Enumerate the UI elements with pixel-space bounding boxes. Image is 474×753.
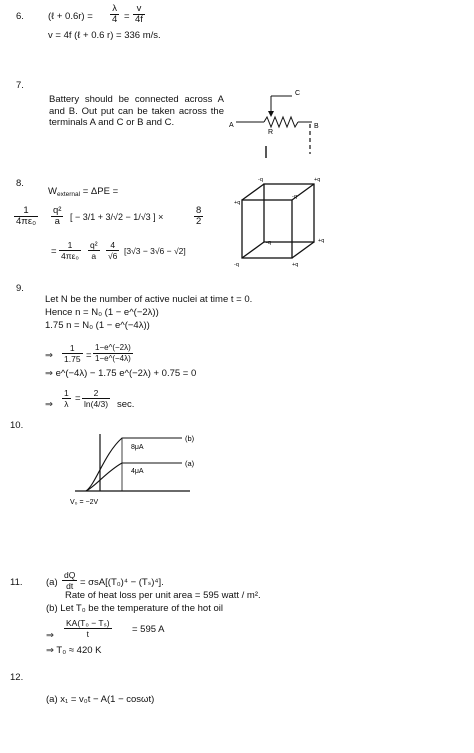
photocurrent-graph xyxy=(60,424,240,520)
q9-line2: Hence n = N₀ (1 − e^(−2λ)) xyxy=(45,307,159,318)
label-R: R xyxy=(268,129,274,136)
q8-l2-f1-den: 4πε₀ xyxy=(16,216,37,227)
q8-w-rest: = ΔPE = xyxy=(82,186,119,197)
cube-charge-diagram xyxy=(230,172,330,270)
q12-a-line: (a) x₁ = v₀t − A(1 − cosωt) xyxy=(46,694,155,705)
q9-l4-frac1 xyxy=(62,343,83,364)
q9-l6-arrow: ⇒ xyxy=(45,399,53,410)
q8-l2-f3-den: 2 xyxy=(196,216,202,227)
q9-l6-f1-num: 1 xyxy=(64,388,69,398)
q8-l2-frac2 xyxy=(51,206,63,227)
q9-l6-unit: sec. xyxy=(117,399,135,410)
q6-frac1-num: λ xyxy=(110,4,119,15)
q6-line2: v = 4f (ℓ + 0.6 r) = 336 m/s. xyxy=(48,30,161,41)
cube-label-2: +q xyxy=(314,177,321,183)
cube-label-1: -q xyxy=(258,177,263,183)
q8-l2-f2-den: a xyxy=(54,216,60,227)
q8-l3-f1-den: 4πε₀ xyxy=(61,251,79,261)
question-number-10: 10. xyxy=(10,420,24,431)
potentiometer-diagram xyxy=(226,84,326,164)
q6-fraction-lambda-4 xyxy=(110,4,119,25)
label-a: (a) xyxy=(185,459,195,468)
q9-l6-frac2 xyxy=(82,388,110,409)
q8-work-line xyxy=(48,186,118,200)
q9-l4-frac2 xyxy=(93,343,133,364)
q9-l6-eq: = xyxy=(75,393,81,404)
q8-l2-f3-num: 8 xyxy=(196,205,202,216)
q9-l6-f2-num: 2 xyxy=(82,388,110,399)
question-number-12: 12. xyxy=(10,672,24,683)
q8-l3-frac3 xyxy=(106,240,119,261)
q8-l2-bracket: [ − 3/1 + 3/√2 − 1/√3 ] × xyxy=(70,212,164,222)
q11-b-arrow: ⇒ xyxy=(46,630,54,641)
q9-line3: 1.75 n = N₀ (1 − e^(−4λ)) xyxy=(45,320,150,331)
q9-l4-f1-num: 1 xyxy=(62,343,83,354)
q9-l6-frac1 xyxy=(62,388,71,409)
cube-label-7: -q xyxy=(234,262,239,268)
q8-l3-frac1 xyxy=(59,240,81,261)
label-8uA: 8μA xyxy=(131,444,144,451)
q9-line5: ⇒ e^(−4λ) − 1.75 e^(−2λ) + 0.75 = 0 xyxy=(45,368,197,379)
q8-l2-frac3 xyxy=(194,206,203,227)
cube-label-6: -q xyxy=(266,240,271,246)
q8-l3-f3-den: √6 xyxy=(108,251,118,261)
question-number-9: 9. xyxy=(16,283,24,294)
q8-l3-f2-den: a xyxy=(91,251,97,261)
cube-label-5: +q xyxy=(318,238,325,244)
cube-label-3: +q xyxy=(234,200,241,206)
q8-w: W xyxy=(48,186,57,197)
q6-line1-left: (ℓ + 0.6r) = xyxy=(48,11,93,22)
question-number-8: 8. xyxy=(16,178,24,189)
q9-l4-f1-den: 1.75 xyxy=(64,354,81,364)
q11-a-f-den: dt xyxy=(66,581,74,591)
q6-frac2-num: v xyxy=(133,4,145,15)
q9-l4-f2-num: 1−e^(−2λ) xyxy=(95,343,131,352)
q9-l6-f1-den: λ xyxy=(64,399,69,409)
label-B: B xyxy=(314,123,319,130)
q11-a-line2: Rate of heat loss per unit area = 595 watt / m². xyxy=(65,590,261,601)
label-b: (b) xyxy=(185,434,195,443)
q6-frac1-den: 4 xyxy=(112,14,118,25)
q8-l2-frac1 xyxy=(14,206,38,227)
q9-l4-f2-den: 1−e^(−4λ) xyxy=(95,354,131,363)
label-4uA: 4μA xyxy=(131,468,144,475)
q6-fraction-v-4f xyxy=(133,4,145,25)
q9-l4-arrow: ⇒ xyxy=(45,350,53,361)
q8-l3-rest: [3√3 − 3√6 − √2] xyxy=(124,246,186,256)
q8-l2-f1-num: 1 xyxy=(14,206,38,217)
question-number-11: 11. xyxy=(10,577,23,588)
cube-label-8: +q xyxy=(292,262,299,268)
q6-equals: = xyxy=(124,11,130,22)
label-A: A xyxy=(229,122,234,129)
q8-l2-f2-num: q² xyxy=(53,205,62,216)
q7-paragraph: Battery should be connected across A and B. Out put can be taken across the terminals A and C or B and C. xyxy=(49,94,224,128)
q8-l3-f2-num: q² xyxy=(90,240,98,250)
q9-l6-f2-den: ln(4/3) xyxy=(84,399,109,409)
q11-b-line1: (b) Let T₀ be the temperature of the hot oil xyxy=(46,603,223,614)
q8-l3-eq: = xyxy=(51,246,57,257)
q9-l4-eq: = xyxy=(86,350,92,361)
q9-line1: Let N be the number of active nuclei at time t = 0. xyxy=(45,294,253,305)
q11-b-f-num: KA(T₀ − Tₛ) xyxy=(66,618,110,628)
q11-b-line3: ⇒ T₀ ≈ 420 K xyxy=(46,645,102,656)
q11-b-f-den: t xyxy=(86,629,89,639)
q11-b-frac xyxy=(64,618,112,639)
question-number-6: 6. xyxy=(16,11,24,22)
q8-w-sub: external xyxy=(56,191,81,198)
label-v0: V₀ = −2V xyxy=(70,499,99,506)
q8-l3-frac2 xyxy=(88,240,100,261)
cube-label-4: -q xyxy=(292,194,297,200)
label-C: C xyxy=(295,90,301,97)
q6-frac2-den: 4f xyxy=(135,14,143,25)
question-number-7: 7. xyxy=(16,80,24,91)
q8-l3-f1-num: 1 xyxy=(59,240,81,251)
q8-l3-f3-num: 4 xyxy=(106,240,119,251)
q11-a-rest: = σsA[(T₀)⁴ − (Tₛ)⁴]. xyxy=(80,577,164,588)
q11-b-rest: = 595 A xyxy=(132,624,165,635)
q11-a-f-num: dQ xyxy=(64,570,76,580)
q11-a-frac xyxy=(62,570,77,591)
q11-a-label: (a) xyxy=(46,577,58,588)
